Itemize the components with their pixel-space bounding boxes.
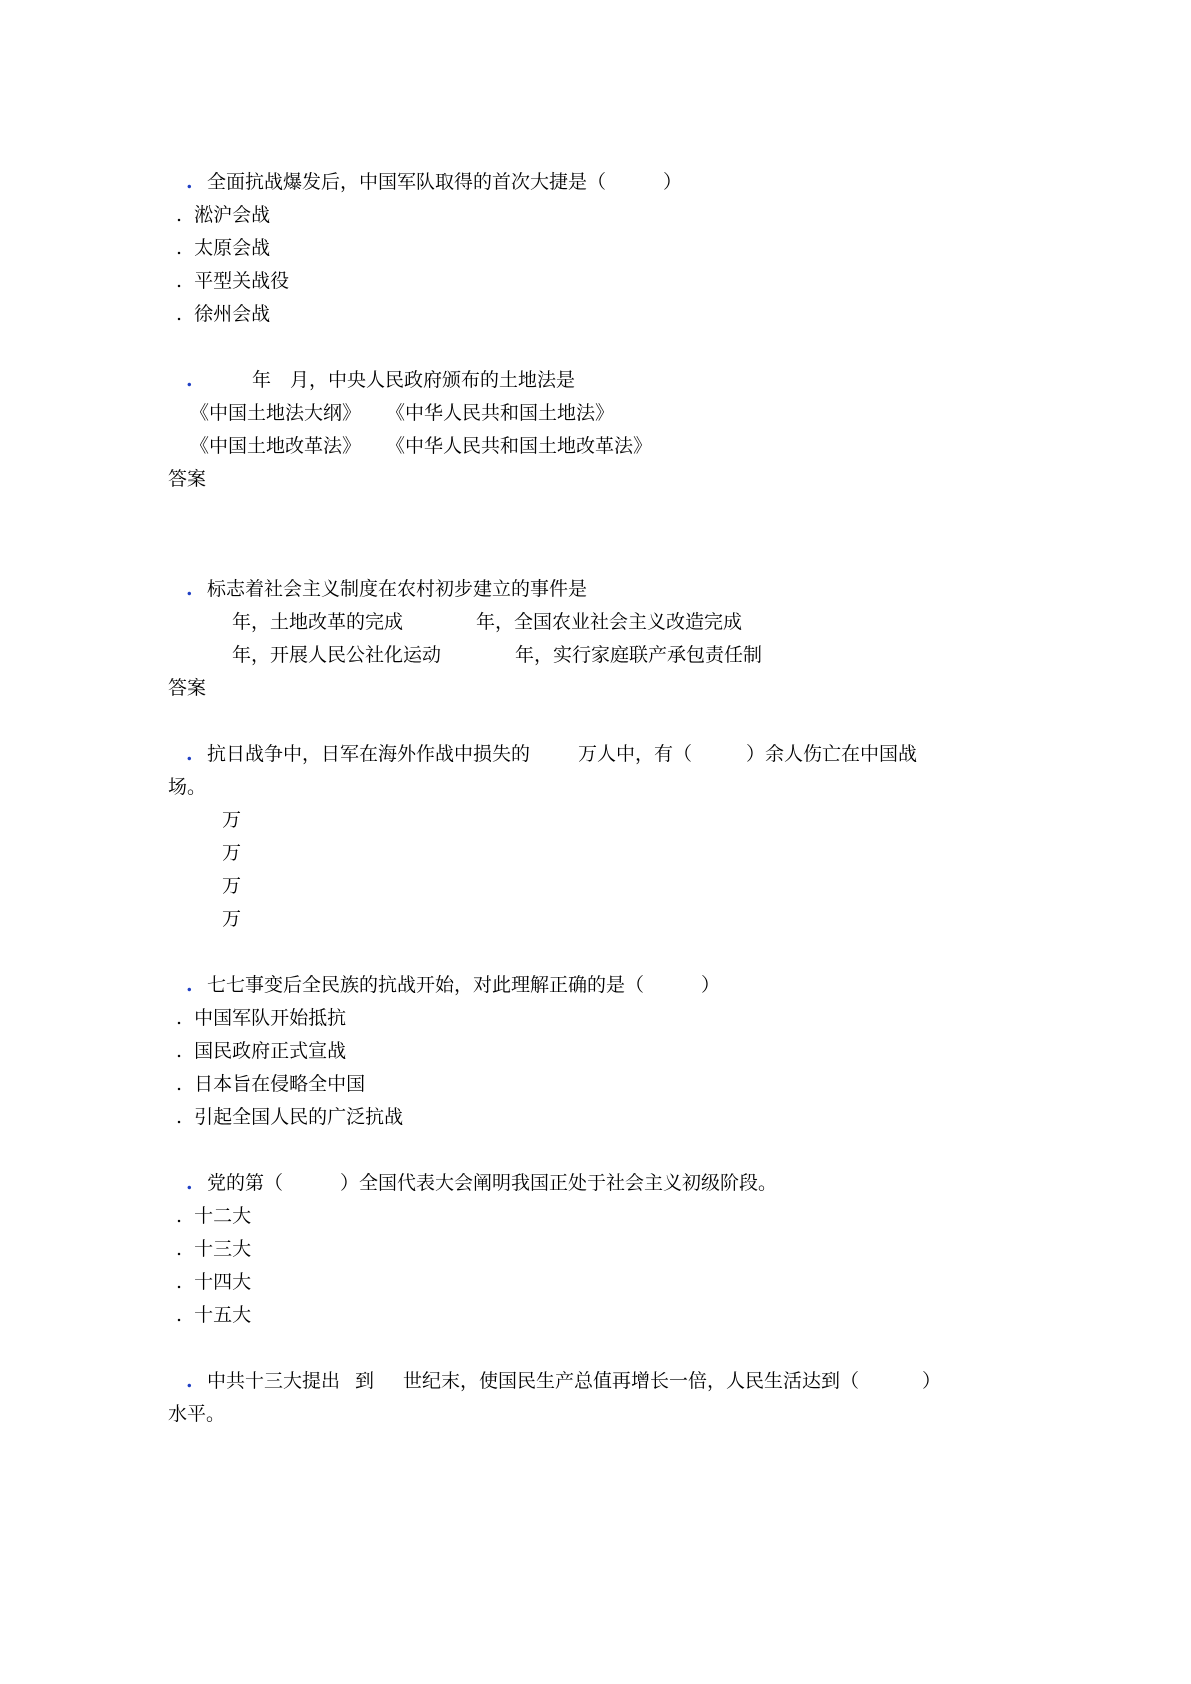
q4-number-dot: . bbox=[186, 743, 193, 765]
q3-option-a: 年，土地改革的完成 bbox=[232, 611, 404, 633]
q7-stem-continued: 水平。 bbox=[168, 1403, 226, 1425]
q3-number-dot: . bbox=[186, 578, 193, 600]
q2-stem: 月，中央人民政府颁布的土地法是 bbox=[290, 369, 576, 391]
q6-option-c: . 十四大 bbox=[176, 1271, 252, 1293]
q3-stem: 标志着社会主义制度在农村初步建立的事件是 bbox=[207, 578, 588, 600]
q2-option-a: 《中国土地法大纲》 bbox=[190, 402, 362, 424]
q4-option-b: 万 bbox=[222, 842, 242, 864]
q2-stem-year: 年 bbox=[252, 369, 272, 391]
q2-option-c: 《中国土地改革法》 bbox=[190, 435, 362, 457]
q2-answer-label: 答案 bbox=[168, 468, 207, 490]
q7-stem-part4: ） bbox=[922, 1370, 942, 1392]
q3-option-b: 年，全国农业社会主义改造完成 bbox=[476, 611, 743, 633]
q5-option-a: . 中国军队开始抵抗 bbox=[176, 1007, 347, 1029]
q5-option-b: . 国民政府正式宣战 bbox=[176, 1040, 347, 1062]
q5-option-d: . 引起全国人民的广泛抗战 bbox=[176, 1106, 404, 1128]
q4-option-a: 万 bbox=[222, 809, 242, 831]
q2-option-b: 《中华人民共和国土地法》 bbox=[386, 402, 615, 424]
q2-number-dot: . bbox=[186, 369, 193, 391]
q7-stem-part1: 中共十三大提出 bbox=[207, 1370, 341, 1392]
q5-stem: 七七事变后全民族的抗战开始，对此理解正确的是（ ） bbox=[207, 974, 721, 996]
q1-option-b: . 太原会战 bbox=[176, 237, 271, 259]
q1-option-a: . 淞沪会战 bbox=[176, 204, 271, 226]
q4-stem-continued: 场。 bbox=[168, 776, 207, 798]
q5-option-c: . 日本旨在侵略全中国 bbox=[176, 1073, 366, 1095]
q6-option-b: . 十三大 bbox=[176, 1238, 252, 1260]
q7-number-dot: . bbox=[186, 1370, 193, 1392]
q6-stem: 党的第（ ）全国代表大会阐明我国正处于社会主义初级阶段。 bbox=[207, 1172, 778, 1194]
q1-option-d: . 徐州会战 bbox=[176, 303, 271, 325]
q4-option-d: 万 bbox=[222, 908, 242, 930]
q3-option-c: 年，开展人民公社化运动 bbox=[232, 644, 442, 666]
q6-option-a: . 十二大 bbox=[176, 1205, 252, 1227]
q3-option-d: 年，实行家庭联产承包责任制 bbox=[515, 644, 763, 666]
q1-stem: 全面抗战爆发后，中国军队取得的首次大捷是（ ） bbox=[207, 171, 683, 193]
q1-option-c: . 平型关战役 bbox=[176, 270, 290, 292]
q6-number-dot: . bbox=[186, 1172, 193, 1194]
q5-number-dot: . bbox=[186, 974, 193, 996]
q7-stem-part3: 世纪末，使国民生产总值再增长一倍，人民生活达到（ bbox=[403, 1370, 860, 1392]
q6-option-d: . 十五大 bbox=[176, 1304, 252, 1326]
q2-option-d: 《中华人民共和国土地改革法》 bbox=[386, 435, 653, 457]
q7-stem-part2: 到 bbox=[355, 1370, 375, 1392]
q4-stem-part3: ）余人伤亡在中国战 bbox=[746, 743, 918, 765]
q3-answer-label: 答案 bbox=[168, 677, 207, 699]
q4-stem-part1: 抗日战争中，日军在海外作战中损失的 bbox=[207, 743, 531, 765]
q4-stem-part2: 万人中，有（ bbox=[578, 743, 693, 765]
q1-number-dot: . bbox=[186, 171, 193, 193]
q4-option-c: 万 bbox=[222, 875, 242, 897]
